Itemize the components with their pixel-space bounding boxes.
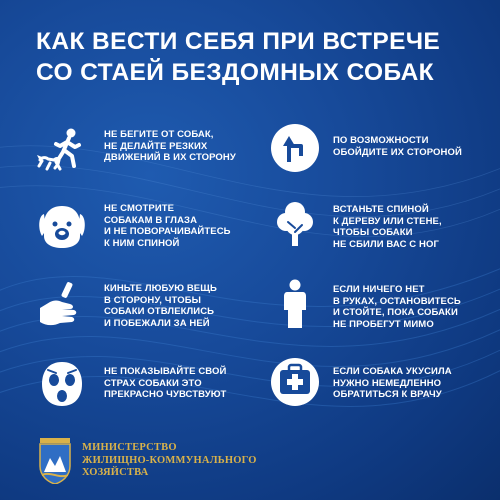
ministry-logo-block	[36, 438, 257, 484]
dog-face-icon	[36, 200, 88, 252]
ministry-name: МИНИСТЕРСТВО ЖИЛИЩНО-КОММУНАЛЬНОГО ХОЗЯЙСТВА	[82, 442, 257, 478]
scared-face-icon	[36, 358, 88, 410]
standing-person-icon	[269, 278, 321, 330]
tip-detour: ПО ВОЗМОЖНОСТИ ОБОЙДИТЕ ИХ СТОРОНОЙ	[333, 135, 462, 158]
tip-throw-object: КИНЬТЕ ЛЮБУЮ ВЕЩЬ В СТОРОНУ, ЧТОБЫ СОБАКИ ОТВЛЕКЛИСЬ И ПОБЕЖАЛИ ЗА НЕЙ	[104, 283, 217, 329]
hand-throwing-icon	[36, 280, 88, 332]
detour-arrow-icon	[269, 122, 321, 174]
tip-dont-look: НЕ СМОТРИТЕ СОБАКАМ В ГЛАЗА И НЕ ПОВОРАЧИВАЙТЕСЬ К НИМ СПИНОЙ	[104, 203, 231, 249]
tree-icon	[269, 198, 321, 250]
tip-stand-against-wall: ВСТАНЬТЕ СПИНОЙ К ДЕРЕВУ ИЛИ СТЕНЕ, ЧТОБЫ СОБАКИ НЕ СБИЛИ ВАС С НОГ	[333, 204, 442, 250]
tip-dont-run: НЕ БЕГИТЕ ОТ СОБАК, НЕ ДЕЛАЙТЕ РЕЗКИХ ДВИЖЕНИЙ В ИХ СТОРОНУ	[104, 129, 236, 163]
tip-dont-show-fear: НЕ ПОКАЗЫВАЙТЕ СВОЙ СТРАХ СОБАКИ ЭТО ПРЕКРАСНО ЧУВСТВУЮТ	[104, 366, 227, 400]
page-title	[36, 26, 476, 88]
tip-stop-and-stand: ЕСЛИ НИЧЕГО НЕТ В РУКАХ, ОСТАНОВИТЕСЬ И СТОЙТЕ, ПОКА СОБАКИ НЕ ПРОБЕГУТ МИМО	[333, 284, 461, 330]
title-line-2: СО СТАЕЙ БЕЗДОМНЫХ СОБАК	[36, 59, 435, 86]
coat-of-arms-icon	[36, 438, 74, 484]
first-aid-kit-icon	[269, 356, 321, 408]
title-line-1: КАК ВЕСТИ СЕБЯ ПРИ ВСТРЕЧЕ	[36, 28, 441, 55]
tip-see-doctor: ЕСЛИ СОБАКА УКУСИЛА НУЖНО НЕМЕДЛЕННО ОБРАТИТЬСЯ К ВРАЧУ	[333, 366, 452, 400]
running-person-dog-icon	[36, 124, 88, 176]
